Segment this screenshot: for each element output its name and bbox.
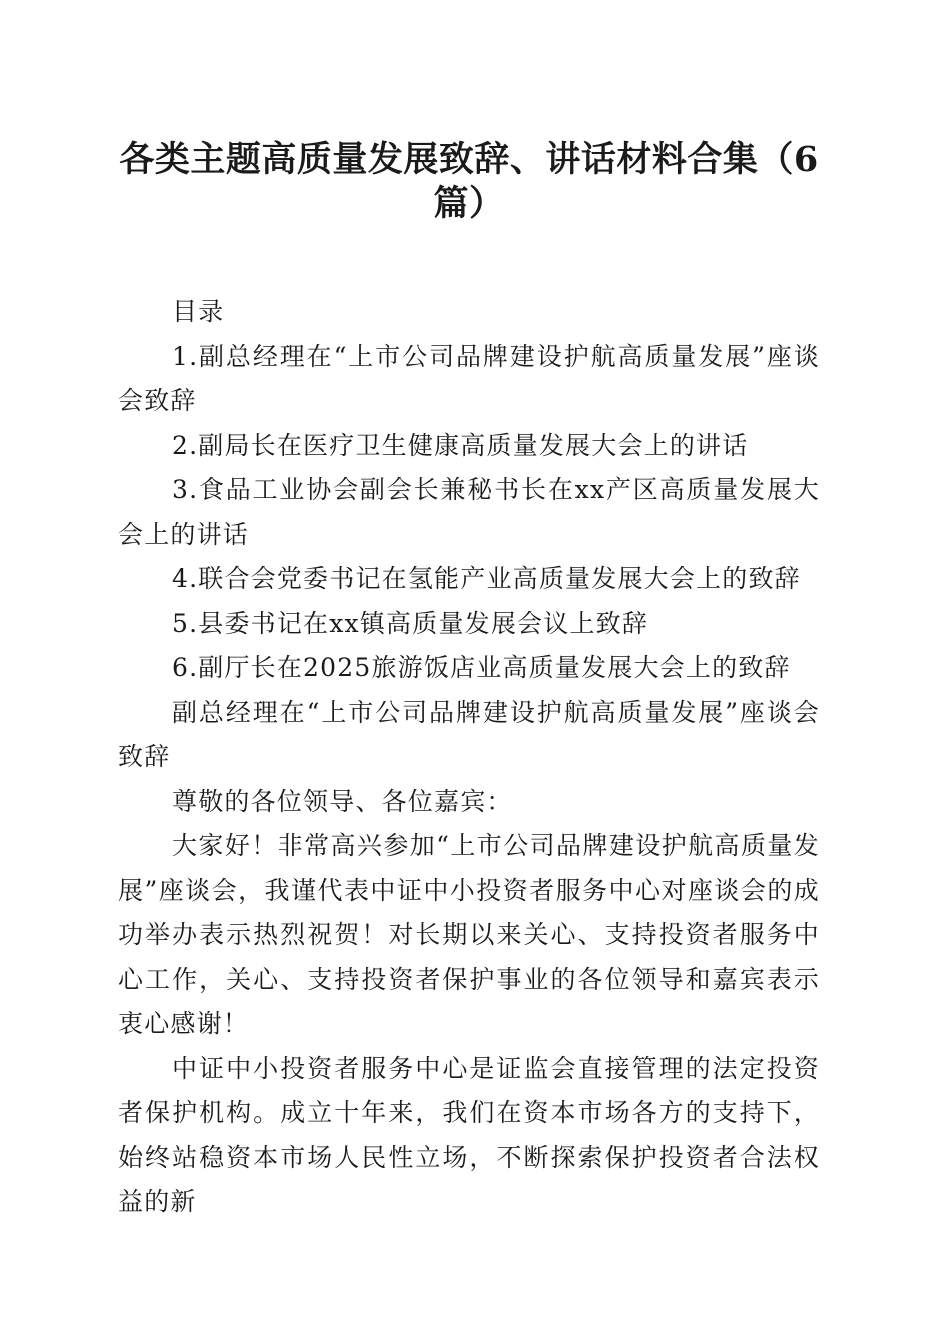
section-title: 副总经理在“上市公司品牌建设护航高质量发展”座谈会致辞	[118, 697, 820, 771]
body-paragraph: 中证中小投资者服务中心是证监会直接管理的法定投资者保护机构。成立十年来，我们在资本市场各方的支持下，始终站稳资本市场人民性立场，不断探索保护投资者合法权益的新	[118, 1053, 820, 1216]
document-body	[118, 290, 820, 1225]
body-paragraph: 大家好！非常高兴参加“上市公司品牌建设护航高质量发展”座谈会，我谨代表中证中小投资者服务中心对座谈会的成功举办表示热烈祝贺！对长期以来关心、支持投资者服务中心工作，关心、支持投资者保护事业的各位领导和嘉宾表示衷心感谢！	[118, 831, 820, 1038]
greeting: 尊敬的各位领导、各位嘉宾：	[172, 786, 513, 816]
toc-item: 3.食品工业协会副会长兼秘书长在xx产区高质量发展大会上的讲话	[118, 475, 820, 549]
toc-heading: 目录	[172, 297, 225, 326]
toc-item: 5.县委书记在xx镇高质量发展会议上致辞	[172, 608, 649, 638]
title-line-2: 篇）	[433, 183, 505, 224]
toc-item: 2.副局长在医疗卫生健康高质量发展大会上的讲话	[172, 430, 749, 460]
document-title	[118, 0, 820, 226]
title-line-1: 各类主题高质量发展致辞、讲话材料合集（6	[119, 139, 819, 180]
toc-item: 4.联合会党委书记在氢能产业高质量发展大会上的致辞	[172, 564, 801, 593]
toc-item: 1.副总经理在“上市公司品牌建设护航高质量发展”座谈会致辞	[118, 341, 820, 415]
toc-item: 6.副厅长在2025旅游饭店业高质量发展大会上的致辞	[172, 653, 791, 682]
